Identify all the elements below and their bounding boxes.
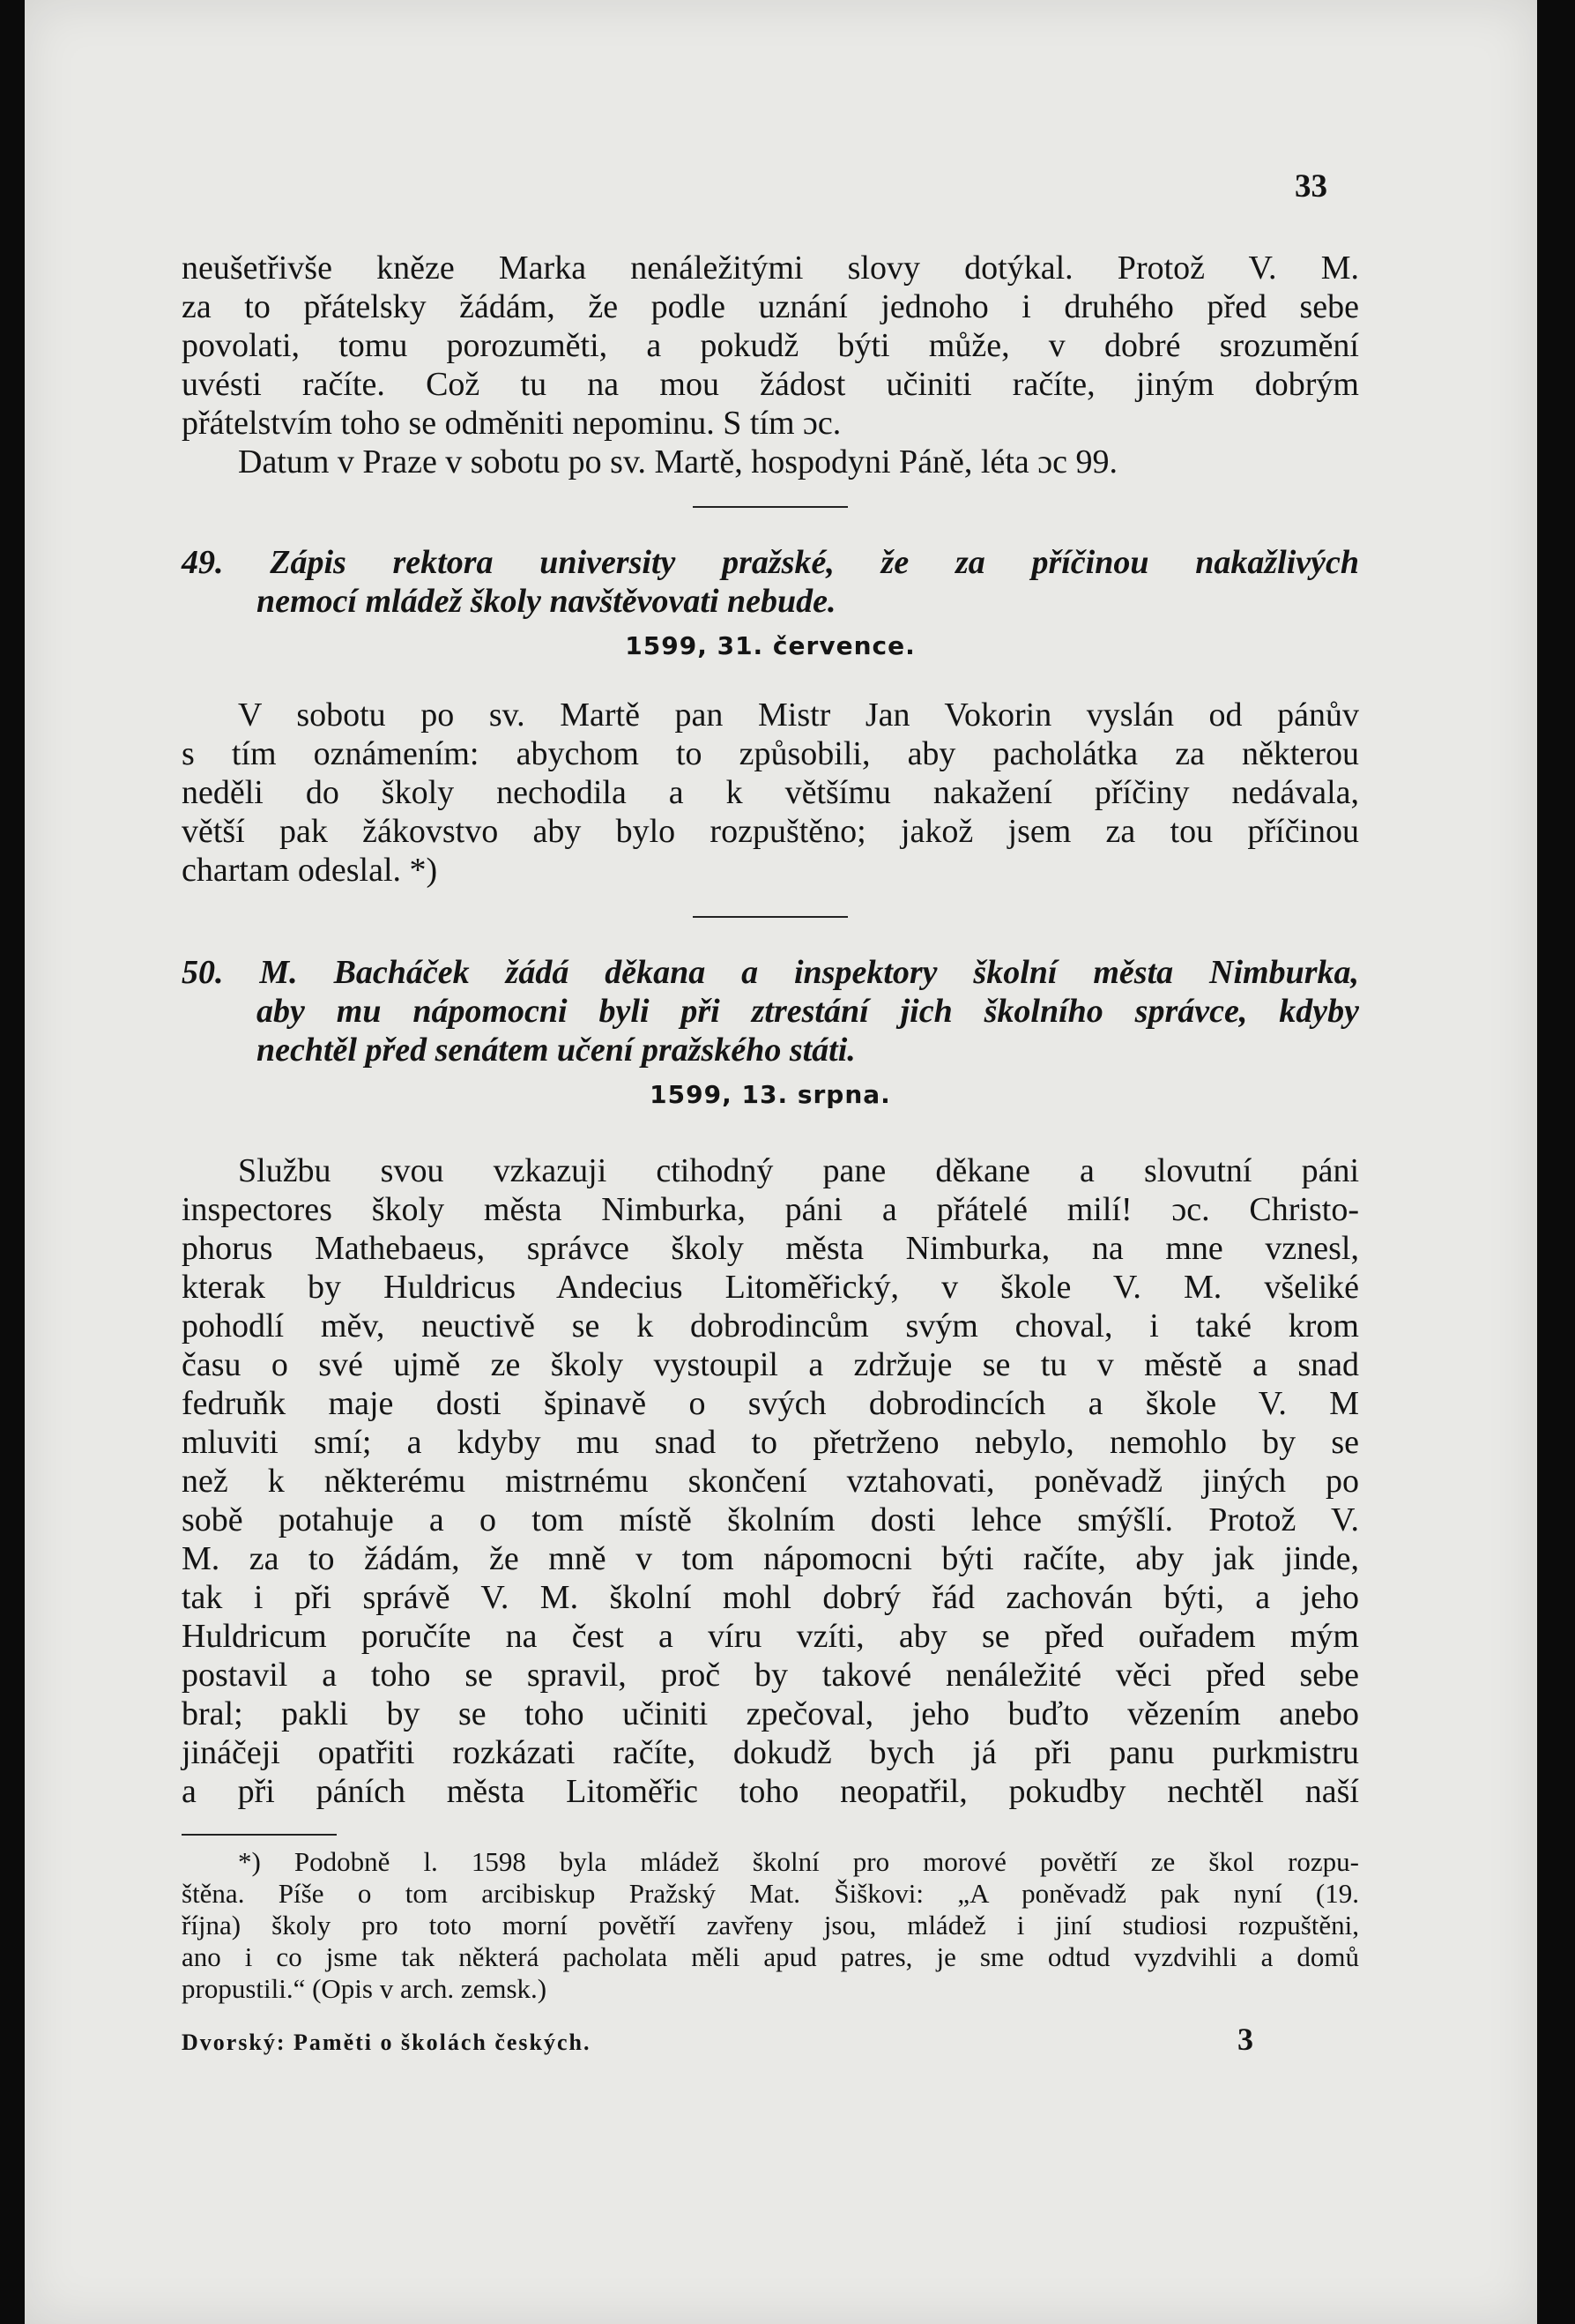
text-line: Huldricum poručíte na čest a víru vzíti, aby se před ouřadem mým <box>182 1618 1359 1655</box>
running-title: Dvorský: Paměti o školách českých. <box>182 2030 591 2055</box>
section-divider <box>693 916 848 918</box>
text-line: pohodlí měv, neuctivě se k dobrodincům svým choval, i také krom <box>182 1307 1359 1344</box>
text-line: V sobotu po sv. Martě pan Mistr Jan Vokorin vyslán od pánův <box>238 696 1359 734</box>
page-content <box>182 249 1359 2058</box>
text-line: tak i při správě V. M. školní mohl dobrý řád zachován býti, a jeho <box>182 1579 1359 1616</box>
text-line: Službu svou vzkazuji ctihodný pane děkane a slovutní páni <box>238 1152 1359 1189</box>
section-49 <box>182 543 1359 890</box>
footnote-rule <box>182 1834 337 1836</box>
section-50 <box>182 953 1359 1811</box>
text-line: větší pak žákovstvo aby bylo rozpuštěno; jakož jsem za tou příčinou <box>182 813 1359 850</box>
section-date: 1599, 31. července. <box>625 631 916 660</box>
text-line: M. za to žádám, že mně v tom nápomocni býti račíte, aby jak jinde, <box>182 1540 1359 1577</box>
text-line: phorus Mathebaeus, správce školy města Nimburka, na mne vznesl, <box>182 1230 1359 1267</box>
footnote-line: propustili.“ (Opis v arch. zemsk.) <box>182 1973 547 2004</box>
section-date: 1599, 13. srpna. <box>650 1080 891 1109</box>
footnote-line: ano i co jsme tak některá pacholata měli apud patres, je sme odtud vyzdvihli a domů <box>182 1941 1359 1972</box>
section-48-tail <box>182 249 1359 481</box>
section-heading-line: 50. M. Bacháček žádá děkana a inspektory školní města Nimburka, <box>182 954 1359 991</box>
section-heading-line: aby mu nápomocni byli při ztrestání jich školního správce, kdyby <box>256 993 1359 1030</box>
text-line: za to přátelsky žádám, že podle uznání jednoho i druhého před sebe <box>182 288 1359 325</box>
footnote-line: října) školy pro toto morní povětří zavřeny jsou, mládež i jiní studiosi rozpuštěni, <box>182 1910 1359 1940</box>
dating-line: Datum v Praze v sobotu po sv. Martě, hospodyni Páně, léta ɔc 99. <box>238 443 1118 480</box>
section-heading-line: nemocí mládež školy navštěvovati nebude. <box>256 583 836 620</box>
text-line: povolati, tomu porozuměti, a pokudž býti může, v dobré srozumění <box>182 327 1359 364</box>
page-footer <box>182 2021 1359 2058</box>
text-line: mluviti smí; a kdyby mu snad to přetrženo nebylo, nemohlo by se <box>182 1424 1359 1461</box>
text-line: přátelstvím toho se odměniti nepominu. S tím ɔc. <box>182 405 842 442</box>
text-line: fedruňk maje dosti špinavě o svých dobrodincích a škole V. M <box>182 1385 1359 1422</box>
text-line: sobě potahuje a o tom místě školním dosti lehce smýšlí. Protož V. <box>182 1501 1359 1538</box>
section-heading-line: 49. Zápis rektora university pražské, že za příčinou nakažlivých <box>182 544 1359 581</box>
text-line: kterak by Huldricus Andecius Litoměřický, v škole V. M. všeliké <box>182 1269 1359 1306</box>
signature-mark: 3 <box>1237 2022 1253 2057</box>
text-line: neděli do školy nechodila a k většímu nakažení příčiny nedávala, <box>182 774 1359 811</box>
text-line: postavil a toho se spravil, proč by takové nenáležité věci před sebe <box>182 1657 1359 1694</box>
text-line: chartam odeslal. *) <box>182 852 438 889</box>
text-line: s tím oznámením: abychom to způsobili, aby pacholátka za některou <box>182 735 1359 772</box>
text-line: neušetřivše kněze Marka nenáležitými slovy dotýkal. Protož V. M. <box>182 250 1359 287</box>
text-line: bral; pakli by se toho učiniti zpečoval, jeho buďto vězením anebo <box>182 1695 1359 1732</box>
footnote <box>182 1846 1359 2005</box>
book-page <box>25 0 1537 2324</box>
text-line: než k některému mistrnému skončení vztahovati, poněvadž jiných po <box>182 1463 1359 1500</box>
footnote-line: štěna. Píše o tom arcibiskup Pražský Mat. Šiškovi: „A poněvadž pak nyní (19. <box>182 1878 1359 1909</box>
text-line: a při páních města Litoměřic toho neopatřil, pokudby nechtěl naší <box>182 1773 1359 1810</box>
text-line: jináčeji opatřiti rozkázati račíte, dokudž bych já při panu purkmistru <box>182 1734 1359 1771</box>
section-divider <box>693 506 848 508</box>
section-heading-line: nechtěl před senátem učení pražského státi. <box>256 1032 856 1069</box>
text-line: inspectores školy města Nimburka, páni a přátelé milí! ɔc. Christo- <box>182 1191 1359 1228</box>
page-number: 33 <box>1295 168 1327 205</box>
text-line: uvésti račíte. Což tu na mou žádost učiniti račíte, jiným dobrým <box>182 366 1359 403</box>
text-line: času o své ujmě ze školy vystoupil a zdržuje se tu v městě a snad <box>182 1346 1359 1383</box>
footnote-line: *) Podobně l. 1598 byla mládež školní pro morové povětří ze škol rozpu- <box>238 1846 1359 1877</box>
